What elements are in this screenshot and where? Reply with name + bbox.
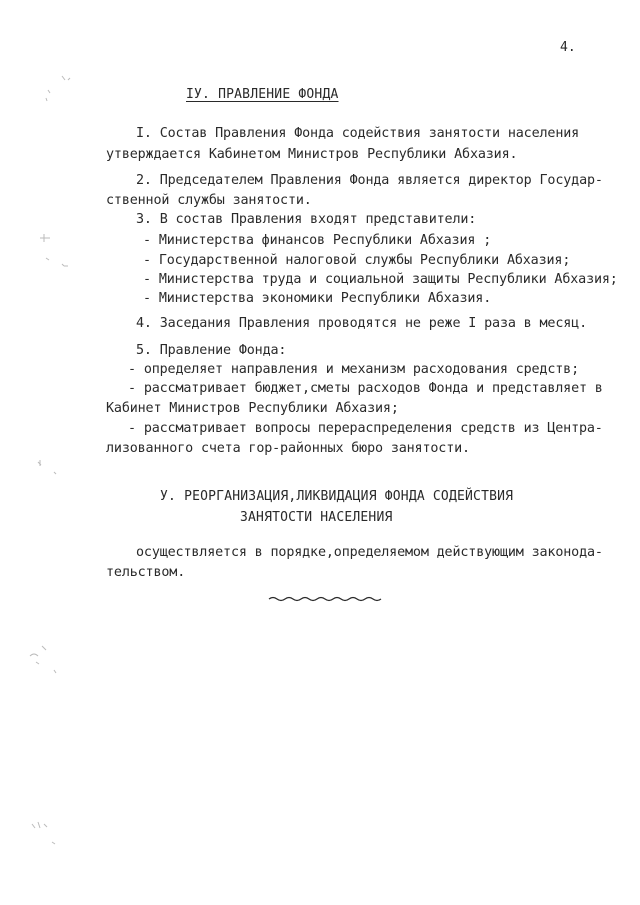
section-4-title: IУ. ПРАВЛЕНИЕ ФОНДА bbox=[186, 87, 339, 102]
list-item: - Государственной налоговой службы Республики Абхазия; bbox=[143, 253, 571, 268]
paragraph-line: 4. Заседания Правления проводятся не реже I раза в месяц. bbox=[136, 316, 587, 331]
scan-mark bbox=[26, 814, 66, 854]
paragraph-line: I. Состав Правления Фонда содействия занятости населения bbox=[136, 126, 580, 141]
scan-mark bbox=[40, 70, 80, 106]
section-5-title-line2: ЗАНЯТОСТИ НАСЕЛЕНИЯ bbox=[240, 510, 393, 525]
scan-mark bbox=[30, 452, 70, 486]
list-item: - определяет направления и механизм расходования средств; bbox=[128, 362, 579, 377]
paragraph-line: Кабинет Министров Республики Абхазия; bbox=[106, 401, 399, 416]
paragraph-line: ственной службы занятости. bbox=[106, 193, 312, 208]
list-item: - Министерства финансов Республики Абхазия ; bbox=[143, 233, 492, 248]
list-item: - рассматривает вопросы перераспределения средств из Центра- bbox=[128, 421, 603, 436]
scan-mark bbox=[24, 642, 72, 682]
scan-mark bbox=[34, 228, 82, 274]
list-item: - рассматривает бюджет,сметы расходов Фонда и представляет в bbox=[128, 381, 603, 396]
list-item: - Министерства труда и социальной защиты Республики Абхазия; bbox=[143, 272, 618, 287]
paragraph-line: тельством. bbox=[106, 565, 186, 580]
paragraph-line: 5. Правление Фонда: bbox=[136, 343, 287, 358]
list-item: - Министерства экономики Республики Абхазия. bbox=[143, 291, 492, 306]
paragraph-line: 2. Председателем Правления Фонда является директор Государ- bbox=[136, 173, 603, 188]
paragraph-line: 3. В состав Правления входят представители: bbox=[136, 212, 477, 227]
paragraph-line: лизованного счета гор-районных бюро занятости. bbox=[106, 441, 470, 456]
page-number: 4. bbox=[560, 40, 576, 55]
end-divider bbox=[268, 596, 384, 602]
paragraph-line: утверждается Кабинетом Министров Республики Абхазия. bbox=[106, 147, 518, 162]
paragraph-line: осуществляется в порядке,определяемом действующим законода- bbox=[136, 545, 603, 560]
section-5-title-line1: У. РЕОРГАНИЗАЦИЯ,ЛИКВИДАЦИЯ ФОНДА СОДЕЙСТВИЯ bbox=[160, 489, 514, 504]
